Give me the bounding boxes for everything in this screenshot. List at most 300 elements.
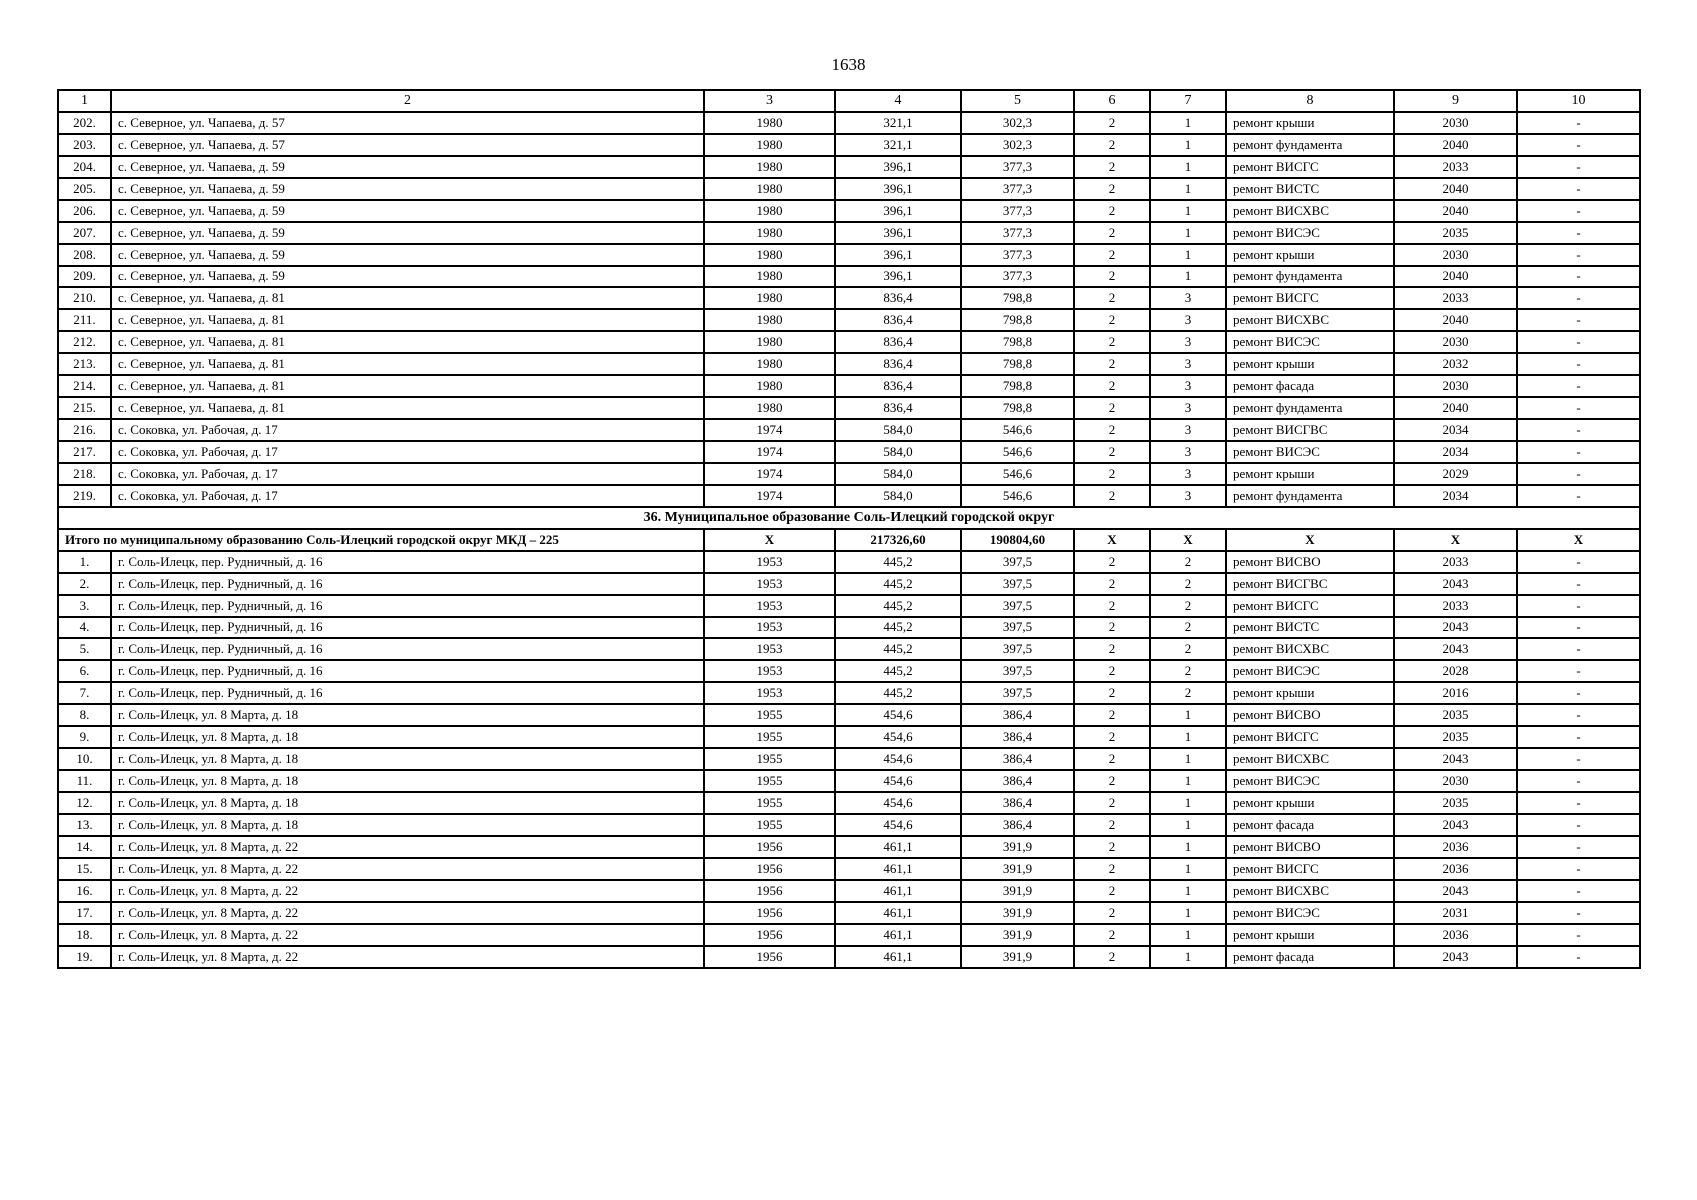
total-cell: 190804,60	[961, 529, 1074, 551]
table-cell: 836,4	[835, 353, 961, 375]
table-cell: 1	[1150, 902, 1226, 924]
table-cell: 2	[1074, 353, 1150, 375]
table-cell: 798,8	[961, 353, 1074, 375]
register-table	[57, 89, 1641, 969]
table-row	[58, 309, 1640, 331]
table-cell: 1	[1150, 836, 1226, 858]
table-cell: -	[1517, 309, 1640, 331]
table-cell: 1980	[704, 222, 835, 244]
table-cell: 2030	[1394, 112, 1517, 134]
table-cell: 2030	[1394, 244, 1517, 266]
table-cell: 1955	[704, 792, 835, 814]
table-cell: с. Северное, ул. Чапаева, д. 59	[111, 266, 704, 288]
table-cell: 204.	[58, 156, 111, 178]
table-cell: 2035	[1394, 726, 1517, 748]
table-row	[58, 331, 1640, 353]
table-cell: -	[1517, 463, 1640, 485]
table-cell: 2	[1074, 266, 1150, 288]
table-cell: 2	[1074, 485, 1150, 507]
table-cell: г. Соль-Илецк, ул. 8 Марта, д. 22	[111, 946, 704, 968]
table-cell: 798,8	[961, 287, 1074, 309]
table-cell: 18.	[58, 924, 111, 946]
table-cell: 2	[1074, 617, 1150, 639]
table-cell: 2	[1074, 726, 1150, 748]
table-cell: 1953	[704, 682, 835, 704]
table-cell: ремонт фасада	[1226, 375, 1394, 397]
table-cell: 377,3	[961, 178, 1074, 200]
table-cell: ремонт крыши	[1226, 463, 1394, 485]
table-cell: 1	[1150, 112, 1226, 134]
table-cell: 391,9	[961, 880, 1074, 902]
table-cell: 2033	[1394, 287, 1517, 309]
table-cell: с. Северное, ул. Чапаева, д. 81	[111, 397, 704, 419]
table-cell: с. Северное, ул. Чапаева, д. 59	[111, 178, 704, 200]
table-cell: ремонт фасада	[1226, 814, 1394, 836]
table-cell: -	[1517, 902, 1640, 924]
table-cell: 1	[1150, 244, 1226, 266]
table-row	[58, 880, 1640, 902]
table-cell: 2	[1074, 638, 1150, 660]
table-cell: 1	[1150, 814, 1226, 836]
section-heading-row	[58, 507, 1640, 529]
table-cell: 3	[1150, 441, 1226, 463]
table-cell: 445,2	[835, 682, 961, 704]
table-cell: 386,4	[961, 792, 1074, 814]
table-cell: 2040	[1394, 266, 1517, 288]
table-row	[58, 770, 1640, 792]
table-cell: 1	[1150, 858, 1226, 880]
table-row	[58, 858, 1640, 880]
table-cell: 3	[1150, 331, 1226, 353]
table-cell: 321,1	[835, 112, 961, 134]
table-cell: -	[1517, 397, 1640, 419]
table-cell: ремонт ВИСЭС	[1226, 902, 1394, 924]
table-cell: ремонт ВИСЭС	[1226, 770, 1394, 792]
table-cell: 2	[1074, 704, 1150, 726]
table-cell: 2	[1074, 375, 1150, 397]
table-cell: -	[1517, 617, 1640, 639]
table-cell: 1980	[704, 134, 835, 156]
table-cell: 454,6	[835, 770, 961, 792]
table-cell: 1	[1150, 748, 1226, 770]
table-cell: 461,1	[835, 880, 961, 902]
table-row	[58, 375, 1640, 397]
table-cell: 2036	[1394, 924, 1517, 946]
table-cell: 302,3	[961, 112, 1074, 134]
table-cell: 2	[1074, 946, 1150, 968]
table-cell: 397,5	[961, 660, 1074, 682]
table-cell: ремонт ВИСГВС	[1226, 419, 1394, 441]
table-row	[58, 222, 1640, 244]
table-cell: 584,0	[835, 441, 961, 463]
table-cell: 2	[1074, 902, 1150, 924]
total-label: Итого по муниципальному образованию Соль-Илецкий городской округ МКД – 225	[58, 529, 704, 551]
table-cell: 214.	[58, 375, 111, 397]
column-header: 8	[1226, 90, 1394, 112]
table-cell: 397,5	[961, 551, 1074, 573]
table-cell: 2	[1074, 134, 1150, 156]
table-row	[58, 419, 1640, 441]
table-cell: 2040	[1394, 134, 1517, 156]
table-cell: 397,5	[961, 682, 1074, 704]
table-row	[58, 682, 1640, 704]
table-cell: г. Соль-Илецк, ул. 8 Марта, д. 18	[111, 726, 704, 748]
table-cell: -	[1517, 551, 1640, 573]
table-cell: 1	[1150, 134, 1226, 156]
table-cell: 2034	[1394, 419, 1517, 441]
table-cell: г. Соль-Илецк, ул. 8 Марта, д. 22	[111, 836, 704, 858]
table-cell: 203.	[58, 134, 111, 156]
table-cell: 1955	[704, 748, 835, 770]
table-cell: 2035	[1394, 704, 1517, 726]
table-cell: -	[1517, 836, 1640, 858]
table-cell: -	[1517, 595, 1640, 617]
table-cell: 2036	[1394, 836, 1517, 858]
table-cell: 210.	[58, 287, 111, 309]
table-cell: 445,2	[835, 638, 961, 660]
table-cell: 2032	[1394, 353, 1517, 375]
table-cell: 211.	[58, 309, 111, 331]
table-cell: 836,4	[835, 309, 961, 331]
table-cell: ремонт крыши	[1226, 924, 1394, 946]
table-cell: 3	[1150, 287, 1226, 309]
table-cell: 1955	[704, 726, 835, 748]
table-cell: г. Соль-Илецк, пер. Рудничный, д. 16	[111, 573, 704, 595]
table-cell: 1953	[704, 660, 835, 682]
table-cell: 13.	[58, 814, 111, 836]
table-cell: -	[1517, 726, 1640, 748]
table-cell: 386,4	[961, 814, 1074, 836]
table-cell: г. Соль-Илецк, пер. Рудничный, д. 16	[111, 660, 704, 682]
table-cell: г. Соль-Илецк, ул. 8 Марта, д. 22	[111, 858, 704, 880]
table-cell: 584,0	[835, 485, 961, 507]
table-row	[58, 573, 1640, 595]
table-cell: 1980	[704, 331, 835, 353]
table-cell: 3	[1150, 419, 1226, 441]
table-cell: 1980	[704, 375, 835, 397]
table-cell: 396,1	[835, 178, 961, 200]
table-cell: 584,0	[835, 419, 961, 441]
table-cell: 2	[1074, 441, 1150, 463]
table-cell: г. Соль-Илецк, ул. 8 Марта, д. 18	[111, 770, 704, 792]
table-cell: 1	[1150, 266, 1226, 288]
table-cell: 2030	[1394, 375, 1517, 397]
table-cell: -	[1517, 200, 1640, 222]
table-cell: 461,1	[835, 836, 961, 858]
table-cell: 2	[1074, 748, 1150, 770]
table-cell: 1956	[704, 880, 835, 902]
table-cell: 9.	[58, 726, 111, 748]
table-cell: 1980	[704, 353, 835, 375]
table-cell: 11.	[58, 770, 111, 792]
column-header: 4	[835, 90, 961, 112]
table-cell: -	[1517, 682, 1640, 704]
table-cell: -	[1517, 112, 1640, 134]
table-cell: 15.	[58, 858, 111, 880]
table-cell: 2	[1074, 573, 1150, 595]
table-cell: с. Соковка, ул. Рабочая, д. 17	[111, 463, 704, 485]
table-cell: 1	[1150, 946, 1226, 968]
table-cell: 1	[1150, 726, 1226, 748]
table-cell: с. Северное, ул. Чапаева, д. 81	[111, 331, 704, 353]
table-row	[58, 244, 1640, 266]
table-cell: ремонт ВИСГС	[1226, 858, 1394, 880]
column-header: 9	[1394, 90, 1517, 112]
table-cell: г. Соль-Илецк, пер. Рудничный, д. 16	[111, 595, 704, 617]
table-cell: 1974	[704, 419, 835, 441]
table-row	[58, 595, 1640, 617]
table-cell: 1974	[704, 485, 835, 507]
table-cell: с. Соковка, ул. Рабочая, д. 17	[111, 485, 704, 507]
table-cell: 386,4	[961, 704, 1074, 726]
table-cell: 2	[1074, 309, 1150, 331]
table-cell: 1980	[704, 200, 835, 222]
table-cell: 2	[1150, 617, 1226, 639]
table-row	[58, 287, 1640, 309]
table-row	[58, 638, 1640, 660]
table-cell: 2	[1074, 858, 1150, 880]
table-row	[58, 178, 1640, 200]
table-cell: 445,2	[835, 617, 961, 639]
table-cell: 2029	[1394, 463, 1517, 485]
table-cell: 2	[1074, 200, 1150, 222]
table-cell: 2033	[1394, 551, 1517, 573]
table-cell: 377,3	[961, 156, 1074, 178]
table-cell: 19.	[58, 946, 111, 968]
table-cell: 14.	[58, 836, 111, 858]
table-cell: 3.	[58, 595, 111, 617]
total-row	[58, 529, 1640, 551]
table-cell: 396,1	[835, 222, 961, 244]
column-header: 2	[111, 90, 704, 112]
table-cell: 2	[1074, 595, 1150, 617]
table-cell: 2043	[1394, 814, 1517, 836]
table-cell: 2031	[1394, 902, 1517, 924]
table-cell: 1	[1150, 880, 1226, 902]
table-cell: 391,9	[961, 836, 1074, 858]
table-cell: ремонт крыши	[1226, 353, 1394, 375]
table-cell: 386,4	[961, 748, 1074, 770]
table-cell: ремонт крыши	[1226, 792, 1394, 814]
table-cell: -	[1517, 178, 1640, 200]
table-cell: г. Соль-Илецк, ул. 8 Марта, д. 18	[111, 748, 704, 770]
table-cell: 397,5	[961, 595, 1074, 617]
table-row	[58, 660, 1640, 682]
table-row	[58, 704, 1640, 726]
table-cell: с. Северное, ул. Чапаева, д. 57	[111, 134, 704, 156]
table-cell: 2035	[1394, 222, 1517, 244]
table-cell: 2	[1074, 682, 1150, 704]
table-cell: с. Северное, ул. Чапаева, д. 81	[111, 353, 704, 375]
table-cell: с. Соковка, ул. Рабочая, д. 17	[111, 419, 704, 441]
table-cell: г. Соль-Илецк, ул. 8 Марта, д. 18	[111, 814, 704, 836]
table-cell: 207.	[58, 222, 111, 244]
table-cell: 2028	[1394, 660, 1517, 682]
table-cell: с. Северное, ул. Чапаева, д. 59	[111, 156, 704, 178]
table-cell: 2	[1074, 880, 1150, 902]
column-header: 3	[704, 90, 835, 112]
table-row	[58, 200, 1640, 222]
table-cell: -	[1517, 924, 1640, 946]
table-cell: -	[1517, 134, 1640, 156]
table-cell: с. Северное, ул. Чапаева, д. 81	[111, 309, 704, 331]
table-cell: 3	[1150, 353, 1226, 375]
table-cell: -	[1517, 880, 1640, 902]
table-cell: 546,6	[961, 419, 1074, 441]
table-cell: г. Соль-Илецк, пер. Рудничный, д. 16	[111, 551, 704, 573]
table-row	[58, 814, 1640, 836]
table-cell: 321,1	[835, 134, 961, 156]
table-cell: 2	[1074, 331, 1150, 353]
table-cell: 2040	[1394, 397, 1517, 419]
table-cell: 1	[1150, 200, 1226, 222]
table-cell: 209.	[58, 266, 111, 288]
table-row	[58, 266, 1640, 288]
total-cell: Х	[1517, 529, 1640, 551]
table-cell: с. Северное, ул. Чапаева, д. 59	[111, 222, 704, 244]
column-header: 7	[1150, 90, 1226, 112]
table-cell: 396,1	[835, 200, 961, 222]
table-cell: 386,4	[961, 726, 1074, 748]
table-cell: -	[1517, 244, 1640, 266]
table-cell: 2	[1150, 660, 1226, 682]
table-cell: 397,5	[961, 617, 1074, 639]
table-cell: 397,5	[961, 573, 1074, 595]
table-row	[58, 397, 1640, 419]
table-cell: ремонт фундамента	[1226, 397, 1394, 419]
table-cell: 445,2	[835, 595, 961, 617]
table-cell: 1980	[704, 244, 835, 266]
table-cell: с. Северное, ул. Чапаева, д. 59	[111, 244, 704, 266]
table-cell: 2030	[1394, 331, 1517, 353]
table-cell: 396,1	[835, 244, 961, 266]
table-cell: г. Соль-Илецк, ул. 8 Марта, д. 22	[111, 880, 704, 902]
table-cell: ремонт ВИСГС	[1226, 595, 1394, 617]
table-cell: ремонт ВИСЭС	[1226, 441, 1394, 463]
table-cell: ремонт ВИСЭС	[1226, 660, 1394, 682]
table-cell: 1956	[704, 836, 835, 858]
table-row	[58, 485, 1640, 507]
table-cell: 208.	[58, 244, 111, 266]
table-cell: -	[1517, 748, 1640, 770]
table-cell: 202.	[58, 112, 111, 134]
section-title: 36. Муниципальное образование Соль-Илецкий городской округ	[58, 507, 1640, 529]
table-cell: 2	[1074, 770, 1150, 792]
total-cell: Х	[704, 529, 835, 551]
table-cell: 2035	[1394, 792, 1517, 814]
table-cell: 3	[1150, 375, 1226, 397]
table-row	[58, 726, 1640, 748]
table-cell: 4.	[58, 617, 111, 639]
table-cell: ремонт ВИСХВС	[1226, 200, 1394, 222]
table-row	[58, 156, 1640, 178]
table-cell: 2030	[1394, 770, 1517, 792]
table-row	[58, 924, 1640, 946]
table-cell: 12.	[58, 792, 111, 814]
table-cell: 396,1	[835, 156, 961, 178]
table-cell: 396,1	[835, 266, 961, 288]
table-cell: 2040	[1394, 178, 1517, 200]
table-cell: 2034	[1394, 441, 1517, 463]
table-cell: -	[1517, 858, 1640, 880]
table-cell: 391,9	[961, 924, 1074, 946]
table-cell: -	[1517, 770, 1640, 792]
table-cell: с. Северное, ул. Чапаева, д. 59	[111, 200, 704, 222]
table-cell: 454,6	[835, 704, 961, 726]
table-body	[58, 90, 1640, 968]
table-cell: 2	[1074, 792, 1150, 814]
column-header: 1	[58, 90, 111, 112]
table-cell: 2	[1074, 836, 1150, 858]
table-row	[58, 441, 1640, 463]
table-row	[58, 112, 1640, 134]
table-row	[58, 551, 1640, 573]
table-cell: 2	[1150, 638, 1226, 660]
table-cell: 377,3	[961, 244, 1074, 266]
table-cell: 836,4	[835, 287, 961, 309]
table-cell: ремонт ВИСХВС	[1226, 748, 1394, 770]
table-cell: ремонт ВИСЭС	[1226, 331, 1394, 353]
table-cell: 836,4	[835, 397, 961, 419]
table-cell: 798,8	[961, 375, 1074, 397]
table-cell: 1974	[704, 441, 835, 463]
table-cell: 2.	[58, 573, 111, 595]
table-cell: 6.	[58, 660, 111, 682]
table-cell: 2	[1074, 178, 1150, 200]
table-cell: ремонт ВИСГВС	[1226, 573, 1394, 595]
table-cell: 798,8	[961, 309, 1074, 331]
table-cell: 2043	[1394, 617, 1517, 639]
table-cell: 391,9	[961, 902, 1074, 924]
table-cell: 2040	[1394, 309, 1517, 331]
table-cell: 1980	[704, 266, 835, 288]
table-cell: 1953	[704, 573, 835, 595]
table-cell: -	[1517, 287, 1640, 309]
table-cell: с. Северное, ул. Чапаева, д. 81	[111, 287, 704, 309]
table-cell: 216.	[58, 419, 111, 441]
table-cell: 217.	[58, 441, 111, 463]
table-cell: 2036	[1394, 858, 1517, 880]
table-cell: 461,1	[835, 946, 961, 968]
table-cell: 16.	[58, 880, 111, 902]
table-cell: ремонт ВИСВО	[1226, 551, 1394, 573]
table-row	[58, 792, 1640, 814]
table-cell: 798,8	[961, 331, 1074, 353]
table-cell: ремонт крыши	[1226, 682, 1394, 704]
table-cell: ремонт ВИСГС	[1226, 156, 1394, 178]
table-cell: 1956	[704, 902, 835, 924]
table-row	[58, 353, 1640, 375]
table-cell: 445,2	[835, 551, 961, 573]
total-cell: Х	[1394, 529, 1517, 551]
table-cell: 1980	[704, 309, 835, 331]
table-cell: 1980	[704, 397, 835, 419]
table-cell: -	[1517, 266, 1640, 288]
table-cell: 1.	[58, 551, 111, 573]
table-cell: 377,3	[961, 266, 1074, 288]
table-cell: -	[1517, 441, 1640, 463]
table-cell: 2	[1074, 463, 1150, 485]
table-cell: 1980	[704, 287, 835, 309]
table-cell: -	[1517, 638, 1640, 660]
table-cell: 445,2	[835, 660, 961, 682]
table-cell: ремонт ВИСХВС	[1226, 309, 1394, 331]
table-cell: ремонт ВИСТС	[1226, 178, 1394, 200]
table-cell: -	[1517, 704, 1640, 726]
table-cell: 1	[1150, 770, 1226, 792]
table-cell: -	[1517, 375, 1640, 397]
table-cell: 2	[1074, 156, 1150, 178]
